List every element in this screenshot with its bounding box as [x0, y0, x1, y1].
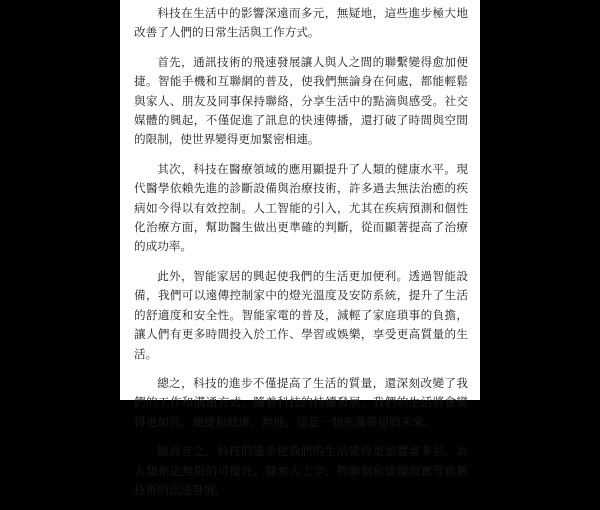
paragraph-communication: 首先，通訊技術的飛速發展讓人與人之間的聯繫變得愈加便捷。智能手機和互聯網的普及，使我們無論身在何處，都能輕鬆與家人、朋友及同事保持聯絡，分享生活中的點滴與感受。社交媒體的興起，不僅促進了訊息的快速傳播，還打破了時間與空間的限制，使世界變得更加緊密相連。: [134, 54, 468, 147]
paragraph-medical: 其次，科技在醫療領域的應用顯提升了人類的健康水平。現代醫學依賴先進的診斷設備與治療技術，許多過去無法治癒的疾病如今得以有效控制。人工智能的引入，尤其在疾病預測和個性化治療方面，幫助醫生做出更準確的判斷，從而顯著提高了治療的成功率。: [134, 161, 468, 254]
paragraph-summary: 總之，科技的進步不僅提高了生活的質量，還深刻改變了我們的工作和溝通方式。隨着科技的持續發展，我們的生活將會變得更加高、便捷和健康，無地，這是一個充滿希望的未來。: [134, 375, 468, 429]
paragraph-intro: 科技在生活中的影響深遠而多元，無疑地，這些進步極大地改善了人們的日常生活與工作方式。: [134, 6, 468, 40]
document-page: [120, 0, 480, 497]
paragraph-smart-home: 此外，智能家居的興起使我們的生活更加便利。透過智能設備，我們可以遠傳控制家中的燈光溫度及安防系統，提升了生活的舒適度和安全性。智能家電的普及，減輕了家庭瑣事的負擔，讓人們有更多時間投入於工作、學習或娛樂，享受更高質量的生活。: [134, 268, 468, 361]
document-body: [134, 4, 468, 510]
paragraph-conclusion: 總而言之，科技的進步使我們的生活變得更加豐富多彩，為人類創造無限的可能性。隨着人工字、物聯網和虛擬現實等新興技術的迅速發展，: [134, 444, 468, 497]
